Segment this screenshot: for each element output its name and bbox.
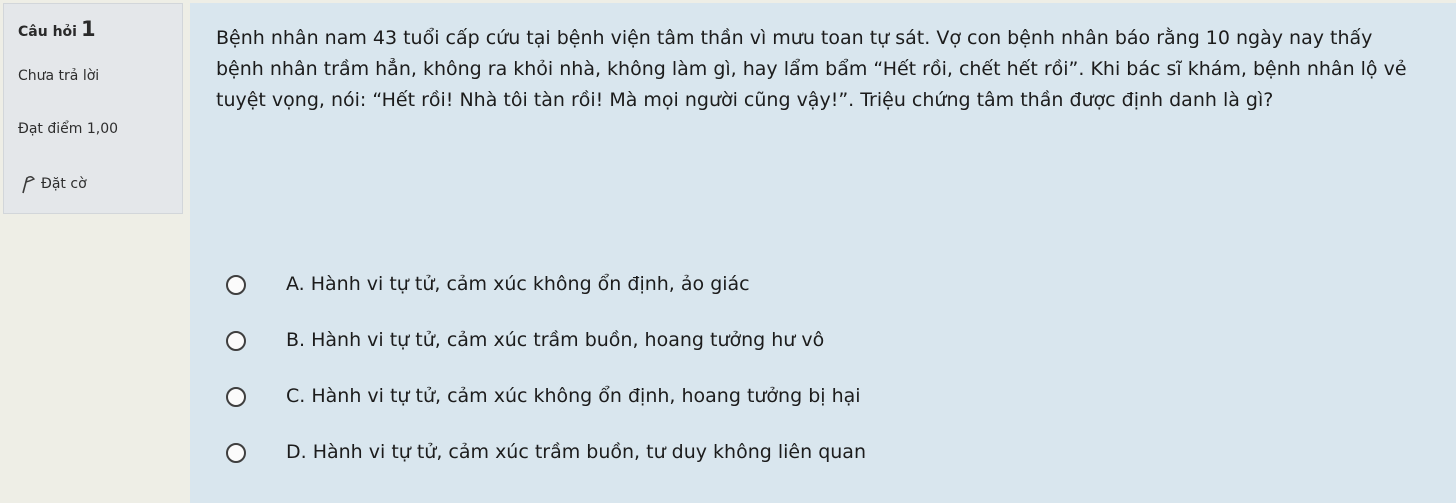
question-text: Bệnh nhân nam 43 tuổi cấp cứu tại bệnh viện tâm thần vì mưu toan tự sát. Vợ con bệnh nhân báo rằng 10 ngày nay thấy bệnh nhân trầm hẳn, không ra khỏi nhà, không làm gì, hay lẩm bẩm “Hết rồi, chết hết rồi”. Khi bác sĩ khám, bệnh nhân lộ vẻ tuyệt vọng, nói: “Hết rồi! Nhà tôi tàn rồi! Mà mọi người cũng vậy!”. Triệu chứng tâm thần được định danh là gì? bbox=[216, 27, 1407, 111]
radio-d[interactable] bbox=[226, 443, 246, 463]
flag-label: Đặt cờ bbox=[41, 176, 87, 192]
answer-option-b[interactable] bbox=[226, 329, 866, 385]
answer-option-a[interactable] bbox=[226, 273, 866, 329]
answer-label-a: A. Hành vi tự tử, cảm xúc không ổn định, ảo giác bbox=[286, 273, 750, 295]
answer-options bbox=[226, 273, 866, 497]
question-label: Câu hỏi bbox=[18, 24, 77, 40]
radio-a[interactable] bbox=[226, 275, 246, 295]
answer-option-c[interactable] bbox=[226, 385, 866, 441]
radio-b[interactable] bbox=[226, 331, 246, 351]
answer-label-b: B. Hành vi tự tử, cảm xúc trầm buồn, hoang tưởng hư vô bbox=[286, 329, 825, 351]
question-content bbox=[190, 3, 1456, 503]
flag-question-button[interactable] bbox=[20, 174, 87, 194]
answer-label-c: C. Hành vi tự tử, cảm xúc không ổn định, hoang tưởng bị hại bbox=[286, 385, 861, 407]
question-info-panel bbox=[3, 3, 183, 214]
answer-option-d[interactable] bbox=[226, 441, 866, 497]
flag-icon bbox=[20, 174, 38, 194]
question-number-value: 1 bbox=[80, 17, 96, 41]
question-grade: Đạt điểm 1,00 bbox=[18, 121, 119, 137]
question-status: Chưa trả lời bbox=[18, 68, 100, 84]
answer-label-d: D. Hành vi tự tử, cảm xúc trầm buồn, tư duy không liên quan bbox=[286, 441, 866, 463]
question-number bbox=[18, 17, 96, 41]
radio-c[interactable] bbox=[226, 387, 246, 407]
